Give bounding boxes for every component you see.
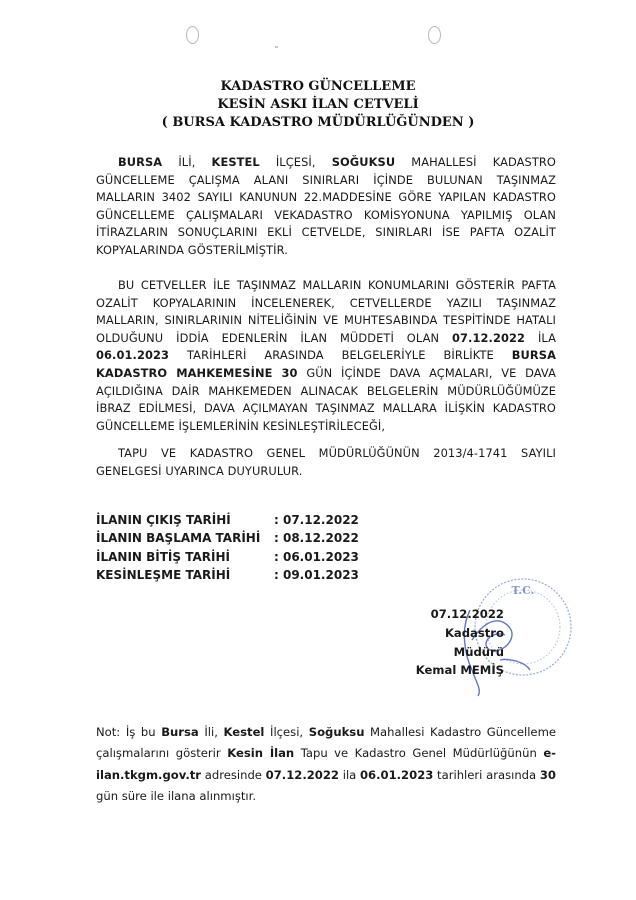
date-label: KESİNLEŞME TARİHİ (96, 568, 231, 583)
date-row (96, 566, 359, 584)
note-website: e-ilan.tkgm.gov.tr (96, 746, 556, 782)
title-line-2: KESİN ASKI İLAN CETVELİ (217, 97, 419, 112)
date-row (96, 548, 359, 566)
note-final-notice: Kesin İlan (227, 746, 295, 761)
paragraph-2 (96, 277, 556, 435)
note-paragraph (96, 722, 556, 808)
date-value: : 07.12.2022 (274, 513, 359, 527)
signature-block (404, 605, 504, 680)
title-line-1: KADASTRO GÜNCELLEME (220, 79, 416, 94)
para1-text-2: İLÇESİ, (259, 155, 332, 169)
district-name: KESTEL (211, 155, 260, 169)
date-label: İLANIN ÇIKIŞ TARİHİ (96, 513, 231, 527)
punch-hole-left (186, 26, 199, 44)
note-neighborhood: Soğuksu (308, 725, 365, 739)
note-text-8: tarihleri arasında (433, 767, 540, 782)
note-end-date: 06.01.2023 (359, 767, 434, 782)
note-city: Bursa (161, 725, 199, 739)
city-name: BURSA (118, 155, 163, 169)
note-district: Kestel (223, 725, 265, 739)
title-line-3: ( BURSA KADASTRO MÜDÜRLÜĞÜNDEN ) (161, 115, 475, 130)
note-days: 30 (539, 767, 556, 782)
signature-role: Kadastro Müdürü (444, 625, 504, 659)
note-text-6: adresinde (201, 767, 266, 782)
note-text-7: ila (339, 767, 360, 782)
scan-speck (275, 46, 278, 48)
document-title (0, 78, 636, 132)
para2-text-2: İLA (525, 330, 557, 345)
date-label: İLANIN BİTİŞ TARİHİ (96, 549, 230, 564)
note-start-date: 07.12.2022 (265, 767, 340, 782)
para2-text-3: TARİHLERİ ARASINDA BELGELERİYLE BİRLİKTE (169, 348, 512, 363)
note-text-2: İli, (198, 725, 224, 739)
note-text-4: Mahallesi Kadastro Güncelleme çalışmalarını gösterir (96, 725, 556, 761)
para2-text-4: GÜN İÇİNDE DAVA AÇMALARI, VE DAVA AÇILDIĞINA DAİR MAHKEMEDEN ALINACAK BELGELERİN MÜDÜRLÜĞÜMÜZE İBRAZ EDİLMESİ, DAVA AÇILMAYAN TAŞINMAZ MALLARA İLİŞKİN KADASTRO GÜNCELLEME İŞLEMLERİNİN KESİNLEŞTİRİLECEĞİ, (96, 365, 556, 433)
neighborhood-name: SOĞUKSU (331, 155, 396, 169)
para1-text-3: MAHALLESİ KADASTRO GÜNCELLEME ÇALIŞMA ALANI SINIRLARI İÇİNDE BULUNAN TAŞINMAZ MALLARIN 3402 SAYILI KANUNUN 22.MADDESİNE GÖRE YAPILAN KADASTRO GÜNCELLEME ÇALIŞMALARI VEKADASTRO KOMİSYONUNA YAPILMIŞ OLAN İTİRAZLARIN SONUÇLARINI EKLİ CETVELDE, SINIRLARI İSE PAFTA OZALİT KOPYALARINDA GÖSTERİLMİŞTİR. (96, 155, 557, 257)
note-text-9: gün süre ile ilana alınmıştır. (96, 789, 257, 804)
date-row (96, 511, 359, 529)
para1-text-1: İLİ, (162, 155, 212, 169)
paragraph-1 (96, 154, 556, 260)
date-value: : 06.01.2023 (274, 549, 359, 564)
note-text-3: İlçesi, (264, 725, 309, 739)
dates-table (96, 511, 359, 585)
court-name: BURSA KADASTRO MAHKEMESİNE 30 (96, 348, 556, 380)
date-value: : 08.12.2022 (274, 531, 359, 546)
para2-text-1: BU CETVELLER İLE TAŞINMAZ MALLARIN KONUMLARINI GÖSTERİR PAFTA OZALİT KOPYALARININ İNCELENEREK, CETVELLERDE YAZILI TAŞINMAZ MALLARIN, SINIRLARININ NİTELİĞİNİN VE MUHTESABINDA TESPİTİNDE HATALI OLDUĞUNU İDDİA EDENLERİN İLAN MÜDDETİ OLAN (96, 278, 556, 345)
note-text-1: Not: İş bu (96, 725, 162, 739)
date-value: : 09.01.2023 (274, 568, 359, 583)
note-text-5: Tapu ve Kadastro Genel Müdürlüğünün (294, 746, 544, 761)
paragraph-3: TAPU VE KADASTRO GENEL MÜDÜRLÜĞÜNÜN 2013/4-1741 SAYILI GENELGESİ UYARINCA DUYURULUR. (96, 446, 556, 478)
date-label: İLANIN BAŞLAMA TARİHİ (96, 531, 261, 546)
end-date: 06.01.2023 (96, 348, 170, 363)
signature-date: 07.12.2022 (430, 607, 504, 621)
seal-top-text: T.C. (511, 584, 535, 597)
signature-name: Kemal MEMİŞ (415, 663, 504, 678)
punch-hole-right (428, 26, 441, 44)
start-date: 07.12.2022 (451, 330, 526, 345)
date-row (96, 529, 359, 547)
